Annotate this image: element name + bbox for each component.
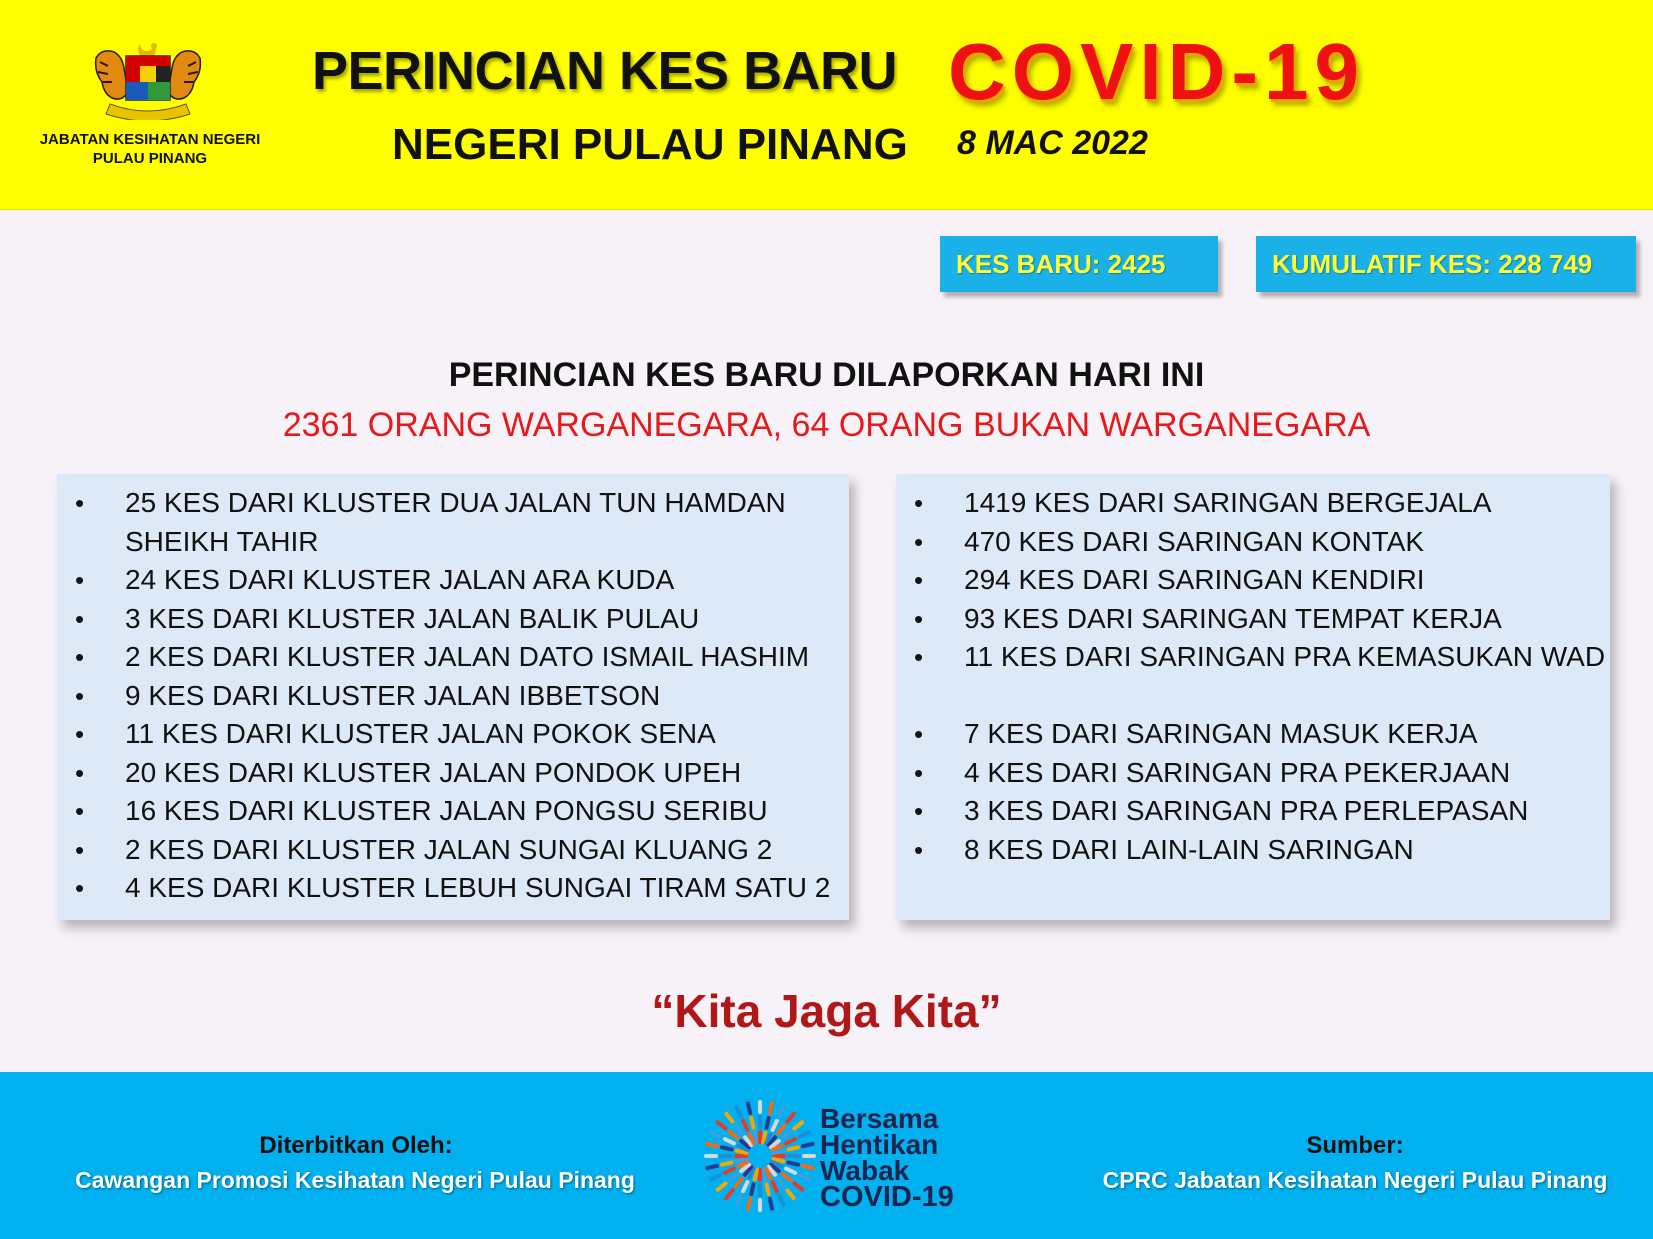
logo-ray xyxy=(718,1183,726,1189)
logo-ray xyxy=(755,1133,757,1143)
publisher-name: Cawangan Promosi Kesihatan Negeri Pulau Pinang xyxy=(75,1167,635,1193)
logo-ray xyxy=(767,1118,769,1128)
logo-ray xyxy=(737,1196,741,1205)
logo-line: Wabak xyxy=(820,1155,910,1186)
logo-ray xyxy=(770,1103,772,1113)
logo-ray xyxy=(788,1147,798,1149)
list-item: • 24 KES DARI KLUSTER JALAN ARA KUDA xyxy=(57,561,849,600)
logo-ray xyxy=(803,1166,813,1168)
logo-ray xyxy=(743,1182,747,1191)
logo-ray xyxy=(726,1190,732,1198)
logo-ray xyxy=(767,1184,769,1194)
logo-ray xyxy=(737,1159,747,1161)
list-item: • 25 KES DARI KLUSTER DUA JALAN TUN HAMDAN SHEIKH TAHIR xyxy=(57,484,849,561)
section-title: PERINCIAN KES BARU DILAPORKAN HARI INI xyxy=(448,356,1205,394)
new-cases-badge: KES BARU: 2425 xyxy=(940,236,1218,292)
logo-ray xyxy=(778,1126,784,1134)
logo-ray xyxy=(787,1114,793,1122)
logo-ray xyxy=(773,1121,777,1130)
logo-ray xyxy=(786,1139,795,1143)
logo-ray xyxy=(800,1175,809,1179)
list-item: • 3 KES DARI SARINGAN PRA PERLEPASAN xyxy=(896,792,1610,831)
logo-ray xyxy=(774,1151,784,1153)
logo-ray xyxy=(779,1107,783,1116)
logo-ray xyxy=(725,1139,734,1143)
logo-ray xyxy=(736,1179,742,1187)
department-name: JABATAN KESIHATAN NEGERI PULAU PINANG xyxy=(39,131,261,167)
campaign-logo-text xyxy=(820,1103,954,1213)
logo-ray xyxy=(711,1175,720,1179)
coat-of-arms-icon xyxy=(88,38,208,120)
logo-ray xyxy=(778,1179,784,1187)
logo-ray xyxy=(800,1133,809,1137)
list-item: • 7 KES DARI SARINGAN MASUK KERJA xyxy=(896,715,1610,754)
logo-ray xyxy=(786,1169,795,1173)
list-item: • 11 KES DARI SARINGAN PRA KEMASUKAN WAD xyxy=(896,638,1610,677)
logo-ray xyxy=(763,1170,765,1180)
logo-line: Hentikan xyxy=(820,1129,939,1160)
logo-ray xyxy=(730,1132,738,1138)
logo-ray xyxy=(726,1114,732,1122)
logo-ray xyxy=(748,1103,750,1113)
logo-ray xyxy=(787,1190,793,1198)
tagline: “Kita Jaga Kita” xyxy=(651,985,1002,1037)
logo-ray xyxy=(736,1126,742,1134)
list-item: • 20 KES DARI KLUSTER JALAN PONDOK UPEH xyxy=(57,754,849,793)
logo-ray xyxy=(794,1183,802,1189)
list-item: • 9 KES DARI KLUSTER JALAN IBBETSON xyxy=(57,677,849,716)
report-date: 8 MAC 2022 xyxy=(957,124,1148,162)
logo-ray xyxy=(773,1182,777,1191)
logo-line: Bersama xyxy=(820,1103,939,1134)
logo-line: COVID-19 xyxy=(820,1181,954,1213)
source-name: CPRC Jabatan Kesihatan Negeri Pulau Pinang xyxy=(1102,1167,1608,1193)
logo-ray xyxy=(751,1118,753,1128)
logo-ray xyxy=(707,1166,717,1168)
campaign-logo-icon xyxy=(700,1096,820,1216)
logo-ray xyxy=(755,1170,757,1180)
list-item: • 294 KES DARI SARINGAN KENDIRI xyxy=(896,561,1610,600)
section-subtitle: 2361 ORANG WARGANEGARA, 64 ORANG BUKAN WARGANEGARA xyxy=(282,406,1371,444)
logo-ray xyxy=(718,1122,726,1128)
logo-ray xyxy=(783,1132,791,1138)
logo-ray xyxy=(779,1196,783,1205)
publisher-label: Diterbitkan Oleh: xyxy=(259,1132,453,1159)
list-item: • 11 KES DARI KLUSTER JALAN POKOK SENA xyxy=(57,715,849,754)
list-item: • 93 KES DARI SARINGAN TEMPAT KERJA xyxy=(896,600,1610,639)
list-item: • 2 KES DARI KLUSTER JALAN DATO ISMAIL HASHIM xyxy=(57,638,849,677)
page-title: PERINCIAN KES BARU xyxy=(312,41,898,101)
logo-ray xyxy=(707,1144,717,1146)
logo-ray xyxy=(737,1151,747,1153)
list-item: • 3 KES DARI KLUSTER JALAN BALIK PULAU xyxy=(57,600,849,639)
logo-ray xyxy=(722,1147,732,1149)
cumulative-cases-badge: KUMULATIF KES: 228 749 xyxy=(1256,236,1636,292)
logo-ray xyxy=(748,1199,750,1209)
list-item: • 16 KES DARI KLUSTER JALAN PONGSU SERIBU xyxy=(57,792,849,831)
state-title: NEGERI PULAU PINANG xyxy=(392,120,908,169)
screenings-list xyxy=(896,474,1610,869)
list-item: • 2 KES DARI KLUSTER JALAN SUNGAI KLUANG 2 xyxy=(57,831,849,870)
logo-ray xyxy=(730,1174,738,1180)
list-item: • 4 KES DARI KLUSTER LEBUH SUNGAI TIRAM SATU 2 xyxy=(57,869,849,908)
list-item: • 4 KES DARI SARINGAN PRA PEKERJAAN xyxy=(896,754,1610,793)
list-item: • 1419 KES DARI SARINGAN BERGEJALA xyxy=(896,484,1610,523)
logo-ray xyxy=(711,1133,720,1137)
logo-ray xyxy=(783,1174,791,1180)
logo-ray xyxy=(788,1163,798,1165)
screenings-panel xyxy=(896,474,1610,920)
logo-ray xyxy=(743,1121,747,1130)
clusters-list xyxy=(57,474,849,908)
logo-ray xyxy=(725,1169,734,1173)
logo-ray xyxy=(794,1122,802,1128)
logo-ray xyxy=(763,1133,765,1143)
list-item: • 8 KES DARI LAIN-LAIN SARINGAN xyxy=(896,831,1610,870)
logo-ray xyxy=(751,1184,753,1194)
logo-ray xyxy=(770,1199,772,1209)
logo-ray xyxy=(737,1107,741,1116)
clusters-panel xyxy=(57,474,849,920)
logo-ray xyxy=(722,1163,732,1165)
list-item: • 470 KES DARI SARINGAN KONTAK xyxy=(896,523,1610,562)
source-label: Sumber: xyxy=(1306,1132,1404,1159)
logo-ray xyxy=(774,1159,784,1161)
covid-title: COVID-19 xyxy=(948,27,1365,116)
logo-ray xyxy=(803,1144,813,1146)
header-banner xyxy=(0,0,1653,210)
